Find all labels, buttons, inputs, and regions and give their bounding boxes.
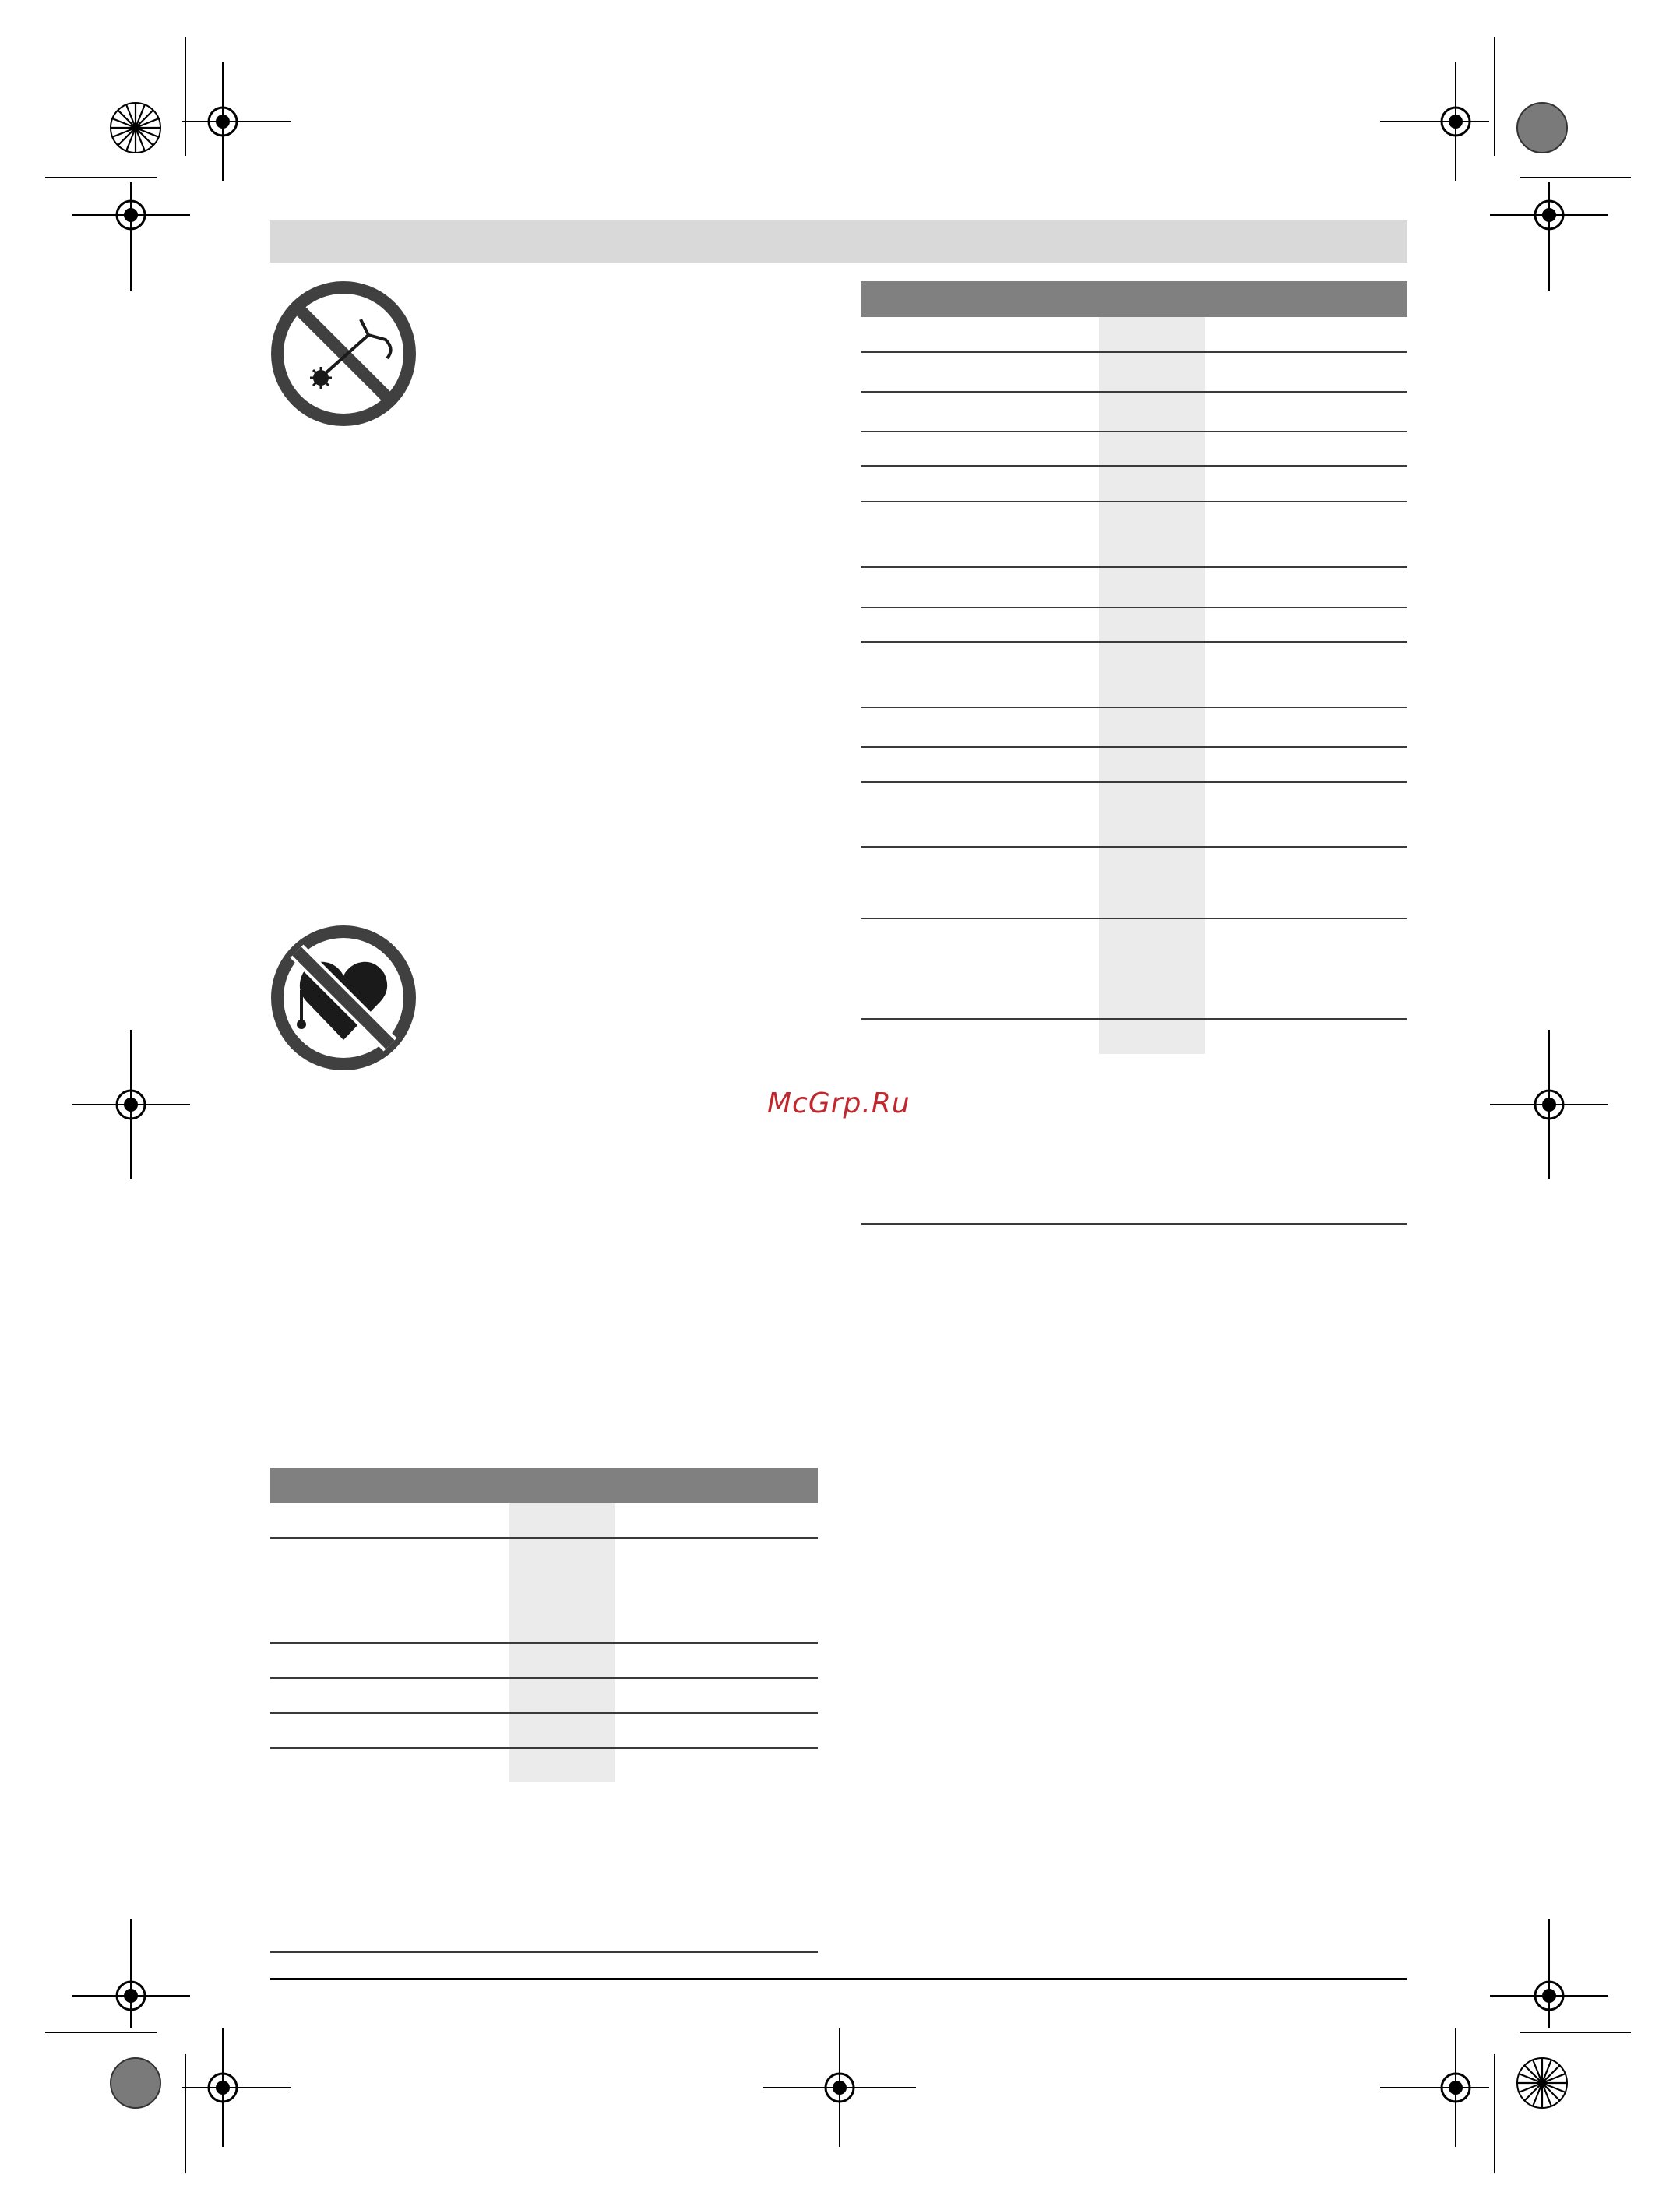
table-footnote-rule xyxy=(861,1223,1407,1225)
right-table-column-shade xyxy=(1099,317,1205,1054)
registration-crosshair-icon xyxy=(72,1030,190,1179)
table-row-divider xyxy=(861,607,1407,608)
table-row-divider xyxy=(861,641,1407,643)
right-table-header xyxy=(861,281,1407,317)
starburst-registration-icon xyxy=(1516,2057,1569,2110)
table-row-divider xyxy=(270,1747,818,1749)
table-row-divider xyxy=(861,391,1407,393)
registration-crosshair-icon xyxy=(72,182,190,291)
table-row-divider xyxy=(861,781,1407,783)
table-row-divider xyxy=(861,918,1407,919)
table-row-divider xyxy=(861,566,1407,568)
table-row-divider xyxy=(861,1018,1407,1020)
table-row-divider xyxy=(861,746,1407,748)
registration-crosshair-icon xyxy=(1490,1030,1608,1179)
table-row-divider xyxy=(861,707,1407,708)
table-row-divider xyxy=(861,351,1407,353)
registration-crosshair-icon xyxy=(1490,182,1608,291)
table-row-divider xyxy=(861,846,1407,848)
no-pacemaker-icon xyxy=(269,923,418,1073)
table-row-divider xyxy=(270,1642,818,1644)
table-row-divider xyxy=(861,465,1407,467)
crop-mark-line xyxy=(1520,177,1631,178)
table-row-divider xyxy=(270,1537,818,1539)
registration-crosshair-icon xyxy=(1490,1919,1608,2028)
table-row-divider xyxy=(861,431,1407,432)
registration-crosshair-icon xyxy=(1380,62,1489,181)
registration-crosshair-icon xyxy=(182,2028,291,2147)
table-row-divider xyxy=(861,501,1407,502)
crop-mark-line xyxy=(1494,2054,1495,2173)
registration-crosshair-icon xyxy=(72,1919,190,2028)
table-footnote-rule xyxy=(270,1951,818,1953)
table-row-divider xyxy=(270,1677,818,1679)
crop-mark-line xyxy=(1520,2032,1631,2033)
table-row-divider xyxy=(270,1712,818,1714)
gray-registration-dot-icon xyxy=(109,2057,162,2110)
crop-mark-line xyxy=(45,2032,157,2033)
watermark-text: McGrp.Ru xyxy=(767,1087,910,1119)
crop-mark-line xyxy=(1494,37,1495,156)
registration-crosshair-icon xyxy=(1380,2028,1489,2147)
page-footer-rule xyxy=(270,1978,1407,1980)
left-table-header xyxy=(270,1468,818,1503)
no-laser-icon xyxy=(269,279,418,428)
starburst-registration-icon xyxy=(109,101,162,154)
gray-registration-dot-icon xyxy=(1516,101,1569,154)
crop-mark-line xyxy=(45,177,157,178)
page-header-bar xyxy=(270,220,1407,263)
registration-crosshair-icon xyxy=(182,62,291,181)
registration-crosshair-icon xyxy=(763,2028,916,2147)
